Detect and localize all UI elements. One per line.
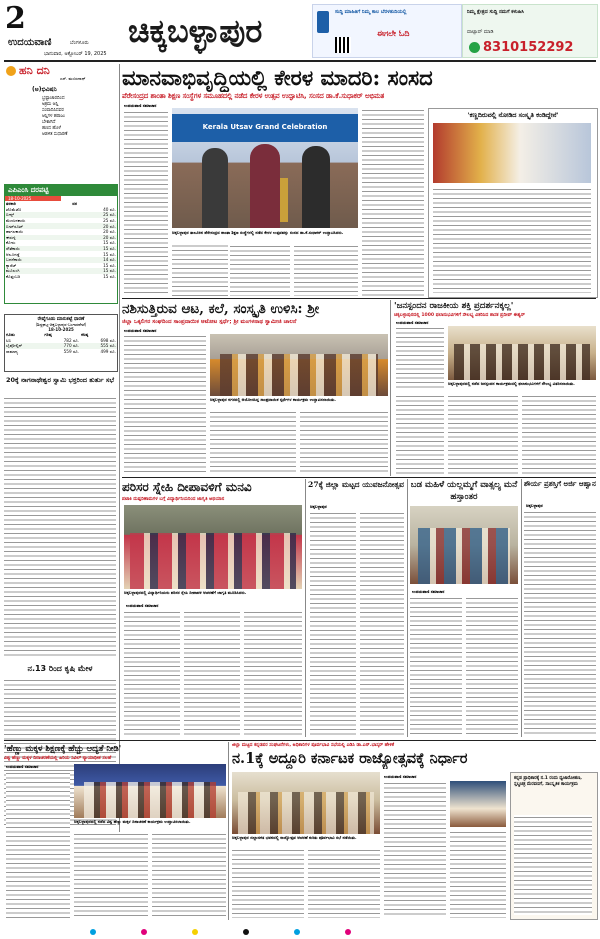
ad1-title: ಸುದ್ದಿ ಮಾಹಿತಿಗೆ ನಿಮ್ಮ ಕಾಲ ಬೆರಳತುದಿಯಲ್ಲಿ xyxy=(335,9,407,15)
diwali-headline: ಪರಿಸರ ಸ್ನೇಹಿ ದೀಪಾವಳಿಗೆ ಮನವಿ xyxy=(122,480,252,494)
table-cell: ಕೊತ್ತಂಬರಿ xyxy=(6,274,21,280)
rajyotsava-body-col2 xyxy=(308,848,380,918)
table-cell: 25 ರೂ. xyxy=(103,212,116,218)
rajyotsava-body-col4 xyxy=(450,830,506,918)
table-cell: ಮೂಲಂಗಿ xyxy=(6,268,20,274)
ad2-subtitle: ವಾಟ್ಸಾಪ್ ಮಾಡಿ xyxy=(467,29,494,35)
table-header-cell: ಗೂಡು xyxy=(6,332,15,338)
diwali-subhead: ಪಟಾಕಿ ದುಷ್ಪರಿಣಾಮಗಳ ಬಗ್ಗೆ ವಿದ್ಯಾರ್ಥಿನಿಯರಿಂದ ಜಾಗೃತಿ ಅಭಿಯಾನ xyxy=(122,497,225,502)
person-silhouette xyxy=(302,146,330,228)
event-banner xyxy=(172,114,358,142)
ad2-title: ನಿಮ್ಮ ಕ್ಷೇತ್ರದ ಸುದ್ದಿ ನಮಗೆ ಕಳುಹಿಸಿ xyxy=(467,9,524,15)
poem-line: ಸಂಪಾದಿಸಿದವರ xyxy=(42,108,64,113)
ad1-subtitle: ಈಗಲೇ ಓದಿ xyxy=(377,29,410,38)
issue-date: ಭಾನುವಾರ, ಅಕ್ಟೋಬರ್ 19, 2025 xyxy=(44,51,107,57)
rajyotsava-photo xyxy=(232,772,380,834)
table-cell: ಬೀಟ್‌ರೂಟ್ xyxy=(6,223,24,229)
girls-headline: 'ಹೆಣ್ಣು ಮಕ್ಕಳ ಶಿಕ್ಷಣಕ್ಕೆ ಹೆಚ್ಚು ಆದ್ಯತೆ ನೀಡಿ' xyxy=(4,743,122,753)
poem-line: ಆಸ್ತಿಗಳ ಹರಾಜು xyxy=(42,114,66,119)
diwali-body-col1 xyxy=(124,610,180,736)
rajyotsava-kicker: ಜಿಲ್ಲಾ ಮಟ್ಟದ ಕನ್ನಡಪರ ಸಂಘಟನೆಗಳು, ಅಧಿಕಾರಿಗಳ ಪೂರ್ವಭಾವಿ ಸಭೆಯಲ್ಲಿ ಎಡಿಸಿ ಡಾ.ಎನ್.ಭಾಸ್ಕರ್ ಹೇಳಿಕೆ xyxy=(232,743,395,748)
table-cell: 15 ರೂ. xyxy=(103,246,116,252)
lead-byline: ಉದಯವಾಣಿ ಸಮಾಚಾರ xyxy=(124,103,157,108)
section-rule xyxy=(122,477,596,478)
poem-line: ಬೇಕಾಗಿದೆ xyxy=(42,120,56,125)
column-divider xyxy=(305,479,306,737)
rajyotsava-photo-2 xyxy=(450,781,506,827)
youth-headline: 27ಕ್ಕೆ ಜಿಲ್ಲಾ ಮಟ್ಟದ ಯುವಜನೋತ್ಸವ xyxy=(308,480,404,489)
section-title: ಚಿಕ್ಕಬಳ್ಳಾಪುರ xyxy=(128,12,263,50)
paper-name: ಉದಯವಾಣಿ xyxy=(8,37,52,48)
lead-side-box xyxy=(428,108,598,298)
poem-line: ಹಣದ ಹೊಳೆ xyxy=(42,126,61,131)
housing-body-col1 xyxy=(410,596,462,737)
crowd-silhouette xyxy=(454,344,590,380)
rajyotsava-box-text: ಕನ್ನಡ ಪ್ರಾಧಿಕಾರಕ್ಕೆ ನ.1 ರಂದು ಧ್ವಜಾರೋಹಣ, ಸ್ತಬ್ಧಚಿತ್ರ ಮೆರವಣಿಗೆ, ಸಾಂಸ್ಕೃತಿಕ ಕಾರ್ಯಕ್ರಮ xyxy=(514,776,582,787)
rajyotsava-byline: ಉದಯವಾಣಿ ಸಮಾಚಾರ xyxy=(384,774,417,779)
side-body xyxy=(433,187,591,293)
table-cell: 25 ರೂ. xyxy=(103,218,116,224)
lead-caption: ಚಿಕ್ಕಬಳ್ಳಾಪುರ ತಾಲೂಕಿನ ಪೆರೇಸಂದ್ರದ ಶಾಂತಾ ಶಿಕ್ಷಣ ಸಂಸ್ಥೆಗಳಲ್ಲಿ ನಡೆದ ಕೇರಳ ಉತ್ಸವವನ್ನು ಸಂಸದ ಡಾ.ಕೆ.ಸುಧಾಕರ್ ಉದ್ಘಾಟಿಸಿದರು. xyxy=(172,230,358,242)
column-divider xyxy=(521,479,522,737)
table-cell: 15 ರೂ. xyxy=(103,274,116,280)
table-cell: 559 ರೂ. xyxy=(63,349,80,355)
app-promo-ad xyxy=(312,4,462,58)
girls-caption: ಚಿಕ್ಕಬಳ್ಳಾಪುರದಲ್ಲಿ ನಡೆದ ವಿಶ್ವ ಹೆಣ್ಣು ಮಕ್ಕಳ ದಿನಾಚರಣೆ ಕಾರ್ಯಕ್ರಮ ಉದ್ಘಾಟಿಸಲಾಯಿತು. xyxy=(74,819,191,824)
silk-title: ರೇಷ್ಮೆಗೂಡು ಮಾರುಕಟ್ಟೆ ಧಾರಣೆ xyxy=(37,317,85,322)
table-cell: 499 ರೂ. xyxy=(100,349,116,355)
table-header-cell: ತರಕಾರಿ xyxy=(6,201,17,207)
table-header-cell: ದರ xyxy=(72,201,78,207)
lead-body-col4 xyxy=(294,244,358,296)
whatsapp-ad xyxy=(462,4,598,58)
table-cell: ಕ್ಯಾರೆಟ್ xyxy=(6,262,17,268)
table-cell: ಕೋಸು xyxy=(6,240,16,246)
rajyotsava-headline: ನ.1ಕ್ಕೆ ಅದ್ದೂರಿ ಕರ್ನಾಟಕ ರಾಜ್ಯೋತ್ಸವಕ್ಕೆ ನಿರ್ಧಾರ xyxy=(232,750,468,767)
table-cell: ಆಲೂಗಡ್ಡೆ xyxy=(6,251,20,257)
sidebar-divider xyxy=(119,64,120,834)
housing-headline: ಬಡ ಮಹಿಳೆ ಯಲ್ಲಮ್ಮಗೆ ವಾತ್ಸಲ್ಯ ಮನೆ ಹಸ್ತಾಂತರ xyxy=(410,480,518,502)
table-cell: 14 ರೂ. xyxy=(103,257,116,263)
honey-logo-icon xyxy=(6,66,16,76)
table-cell: ಬೀನ್ಸ್ xyxy=(6,212,15,218)
table-cell: 15 ರೂ. xyxy=(103,251,116,257)
sidebar xyxy=(4,64,118,834)
cultural-caption: ಚಿಕ್ಕಬಳ್ಳಾಪುರ ನಗರದಲ್ಲಿ ಆಯೋಜಿಸಿದ್ದ ಸಾಂಪ್ರದಾಯಿಕ ಸ್ಪರ್ಧೆಗಳ ಕಾರ್ಯಕ್ರಮ ಉದ್ಘಾಟಿಸಲಾಯಿತು. xyxy=(210,397,336,402)
cultural-subhead: ಜಿಲ್ಲಾ ಒಕ್ಕಲಿಗರ ಸಂಘದಿಂದ ಸಾಂಪ್ರದಾಯಿಕ ಆಟೋಟ ಸ್ಪರ್ಧೆ; ಶ್ರೀ ಮಂಗಳನಾಥ ಸ್ವಾಮೀಜಿ ಚಾಲನೆ xyxy=(122,319,297,325)
column-divider xyxy=(407,479,408,737)
girls-photo xyxy=(74,764,226,818)
table-cell: 15 ರೂ. xyxy=(103,268,116,274)
sidebar-story2-headline: ನ.13 ರಿಂದ ಕೃಷಿ ಮೇಳ xyxy=(27,664,93,673)
table-cell: ಮೆಣಸಿನಕಾಯಿ xyxy=(6,218,26,224)
cultural-byline: ಉದಯವಾಣಿ ಸಮಾಚಾರ xyxy=(124,328,157,333)
girls-subhead: ವಿಶ್ವ ಹೆಣ್ಣು ಮಕ್ಕಳ ದಿನಾಚರಣೆಯಲ್ಲಿ ಹಿರಿಯ ಸಿವಿಲ್ ನ್ಯಾಯಾಧೀಶ ಸಲಹೆ xyxy=(4,756,112,761)
rajyotsava-fact-box xyxy=(510,772,598,920)
diwali-body-col3 xyxy=(244,610,302,736)
table-row xyxy=(5,349,117,355)
masthead-rule xyxy=(4,60,596,62)
table-cell: 40 ರೂ. xyxy=(103,206,116,212)
sidebar-story1-body xyxy=(4,396,116,656)
table-cell: ಹಾಗಲಕಾಯಿ xyxy=(6,229,24,235)
apmc-box xyxy=(4,184,118,304)
poem-line: ಭ್ರಷ್ಟಾಚಾರದಿಂದ xyxy=(42,96,65,101)
table-cell: 770 ರೂ. xyxy=(63,343,80,349)
diwali-caption: ಚಿಕ್ಕಬಳ್ಳಾಪುರದಲ್ಲಿ ವಿದ್ಯಾರ್ಥಿನಿಯರು ಪರಿಸರ ಸ್ನೇಹಿ ದೀಪಾವಳಿ ಆಚರಣೆಗೆ ಜಾಗೃತಿ ಮೂಡಿಸಿದರು. xyxy=(124,590,247,595)
table-cell: 782 ರೂ. xyxy=(63,337,80,343)
cultural-headline: ನಶಿಸುತ್ತಿರುವ ಆಟ, ಕಲೆ, ಸಂಸ್ಕೃತಿ ಉಳಿಸಿ: ಶ್ರೀ xyxy=(122,301,320,317)
valour-byline: ಚಿಕ್ಕಬಳ್ಳಾಪುರ xyxy=(526,503,543,508)
table-cell: 20 ರೂ. xyxy=(103,223,116,229)
table-cell: 20 ರೂ. xyxy=(103,234,116,240)
table-cell: ಈರುಳ್ಳಿ xyxy=(6,234,16,240)
qr-code xyxy=(335,37,351,53)
housing-photo xyxy=(410,506,518,584)
cultural-body-col3 xyxy=(300,410,388,474)
oil-lamp-icon xyxy=(280,178,288,222)
rajyotsava-body-col1 xyxy=(232,848,304,918)
group-silhouette xyxy=(220,354,378,396)
table-cell: 15 ರೂ. xyxy=(103,262,116,268)
section-rule xyxy=(122,298,596,299)
rajyotsava-caption: ಚಿಕ್ಕಬಳ್ಳಾಪುರ ಜಿಲ್ಲಾಡಳಿತ ಭವನದಲ್ಲಿ ರಾಜ್ಯೋತ್ಸವ ಆಚರಣೆ ಕುರಿತು ಪೂರ್ವಭಾವಿ ಸಭೆ ನಡೆಯಿತು. xyxy=(232,835,357,840)
table-cell: ಸಿಬಿ xyxy=(6,337,12,343)
lead-body-col5 xyxy=(362,108,424,296)
table-cell: ಸೌತೆಕಾಯಿ xyxy=(6,246,21,252)
table-header-cell: ಗರಿಷ್ಠ xyxy=(44,332,52,338)
cultural-body-col2 xyxy=(210,410,296,474)
valour-headline: ಶೌರ್ಯ ಪ್ರಶಸ್ತಿಗೆ ಅರ್ಜಿ ಆಹ್ವಾನ xyxy=(524,479,596,488)
banner-text: Kerala Utsav Grand Celebration xyxy=(202,123,328,131)
dignitaries-silhouette xyxy=(84,782,216,818)
side-photo xyxy=(433,123,591,183)
meeting-silhouette xyxy=(238,792,374,834)
apmc-table xyxy=(5,201,117,279)
valour-body xyxy=(524,510,596,737)
silk-box xyxy=(4,314,118,372)
cultural-photo xyxy=(210,334,388,396)
poem-line: ಆಡಳಿತ ಸುಧಾರಣೆ xyxy=(42,132,68,137)
youth-body-col2 xyxy=(360,511,404,737)
house-silhouette xyxy=(418,528,510,584)
table-cell: 555 ರೂ. xyxy=(100,343,116,349)
politics-headline: 'ಜನಸ್ಪಂದನ ರಾಜಕೀಯ ಶಕ್ತಿ ಪ್ರದರ್ಶನಕ್ಕಲ್ಲ' xyxy=(394,301,514,311)
lead-photo xyxy=(172,108,358,228)
phone-icon xyxy=(317,11,329,33)
person-silhouette xyxy=(250,144,280,228)
cultural-body-col1 xyxy=(124,334,206,474)
table-cell: 698 ರೂ. xyxy=(100,337,116,343)
silk-subtitle: (ಶಿಡ್ಲಘಟ್ಟ-ಚಿಕ್ಕಬಳ್ಳಾಪುರ-ಬಂಗಾರಪೇಟೆ) xyxy=(35,322,87,327)
lead-side-headline: 'ಕಣ್ಣದಿರುವಲ್ಲಿ ನೋಡಿದ ಸಂಸ್ಕೃತಿ ಕಂಡಿದ್ದೇನೆ' xyxy=(467,111,559,119)
politics-body-col4 xyxy=(522,394,596,474)
column-divider xyxy=(228,742,229,920)
registration-marks xyxy=(90,920,510,926)
fact-box-body xyxy=(514,815,592,915)
girls-body-col3 xyxy=(152,832,226,918)
table-cell: 20 ರೂ. xyxy=(103,229,116,235)
section-rule xyxy=(4,740,596,741)
poem-body xyxy=(42,96,116,138)
table-cell: ಬೈವೋಲ್ಟಿನ್ xyxy=(6,343,23,349)
masthead xyxy=(0,0,600,60)
youth-body-col1 xyxy=(310,511,356,737)
silk-date: 18-10-2025 xyxy=(48,327,74,332)
person-silhouette xyxy=(202,148,228,228)
youth-byline: ಚಿಕ್ಕಬಳ್ಳಾಪುರ xyxy=(310,504,327,509)
silk-table xyxy=(5,332,117,354)
lead-body-col1 xyxy=(124,110,168,296)
politics-photo xyxy=(448,326,596,380)
whatsapp-icon xyxy=(469,42,480,53)
girls-body-col1 xyxy=(6,771,70,918)
table-cell: 15 ರೂ. xyxy=(103,240,116,246)
sidebar-story1-headline: 20ಕ್ಕೆ ನಾಗನಾಥೇಶ್ವರ ಸ್ವಾಮಿ ಭಕ್ತರಿಂದ ತುರ್ತು ಸಭೆ xyxy=(5,376,115,384)
whatsapp-number: 8310152292 xyxy=(483,40,574,55)
politics-body-col1 xyxy=(396,326,444,390)
page-number: 2 xyxy=(5,1,26,36)
politics-caption: ಚಿಕ್ಕಬಳ್ಳಾಪುರದಲ್ಲಿ ನಡೆದ ಜನಸ್ಪಂದನ ಕಾರ್ಯಕ್ರಮದಲ್ಲಿ ಫಲಾನುಭವಿಗಳಿಗೆ ಸೌಲಭ್ಯ ವಿತರಿಸಲಾಯಿತು. xyxy=(448,381,575,386)
table-cell: ಸಾಮಾನ್ಯ xyxy=(6,349,19,355)
poem-title: (ಅ)ಭಿವಿಷನಿ xyxy=(32,86,57,93)
lead-subhead: ಪೆರೇಸಂದ್ರದ ಶಾಂತಾ ಶಿಕ್ಷಣ ಸಂಸ್ಥೆಗಳ ಸಮೂಹದಲ್ಲಿ ನಡೆದ ಕೇರಳ ಉತ್ಸವ ಉದ್ಘಾಟಿಸಿ, ಸಂಸದ ಡಾ.ಕೆ.ಸುಧಾಕರ್ ಅಭಿಮತ xyxy=(122,92,385,100)
politics-body-col2 xyxy=(396,394,444,474)
table-header-cell: ಕನಿಷ್ಠ xyxy=(81,332,89,338)
table-cell: ಟೊಮೆಟೊ xyxy=(6,206,22,212)
table-row xyxy=(5,274,117,280)
apmc-title: ಎಪಿಎಂಸಿ ದರಪಟ್ಟಿ xyxy=(5,185,117,196)
housing-byline: ಉದಯವಾಣಿ ಸಮಾಚಾರ xyxy=(412,589,445,594)
poem-line: ಅಕ್ರಮ ಆಸ್ತಿ xyxy=(42,102,59,107)
politics-subhead: ಚಿಕ್ಕಬಳ್ಳಾಪುರದಲ್ಲಿ 1000 ಫಲಾನುಭವಿಗಳಿಗೆ ಸೌಲಭ್ಯ ವಿತರಿಸಿದ ಶಾಸಕ ಪ್ರದೀಪ್ ಈಶ್ವರ್ xyxy=(394,313,525,318)
column-divider xyxy=(390,300,391,476)
diwali-body-col2 xyxy=(184,610,240,736)
diwali-photo xyxy=(124,505,302,589)
apmc-date: 18-10-2025 xyxy=(5,196,61,201)
honey-author: ಎಸ್. ಮಂಜುನಾಥ್ xyxy=(60,76,86,81)
lead-body-col3 xyxy=(230,244,290,296)
girls-byline: ಉದಯವಾಣಿ ಸಮಾಚಾರ xyxy=(6,764,39,769)
rajyotsava-body-col3 xyxy=(384,781,446,918)
lead-headline: ಮಾನವಾಭಿವೃದ್ಧಿಯಲ್ಲಿ ಕೇರಳ ಮಾದರಿ: ಸಂಸದ xyxy=(122,65,433,90)
diwali-byline: ಉದಯವಾಣಿ ಸಮಾಚಾರ xyxy=(126,603,159,608)
honey-title: ಹನಿ ದನಿ xyxy=(19,64,50,77)
housing-body-col2 xyxy=(466,596,518,737)
girls-body-col2 xyxy=(74,832,148,918)
politics-body-col3 xyxy=(448,394,518,474)
students-silhouette xyxy=(130,533,296,589)
table-cell: ಬದನೆಕಾಯಿ xyxy=(6,257,22,263)
edition: ಬೆಂಗಳೂರು xyxy=(70,40,89,46)
politics-byline: ಉದಯವಾಣಿ ಸಮಾಚಾರ xyxy=(396,320,429,325)
